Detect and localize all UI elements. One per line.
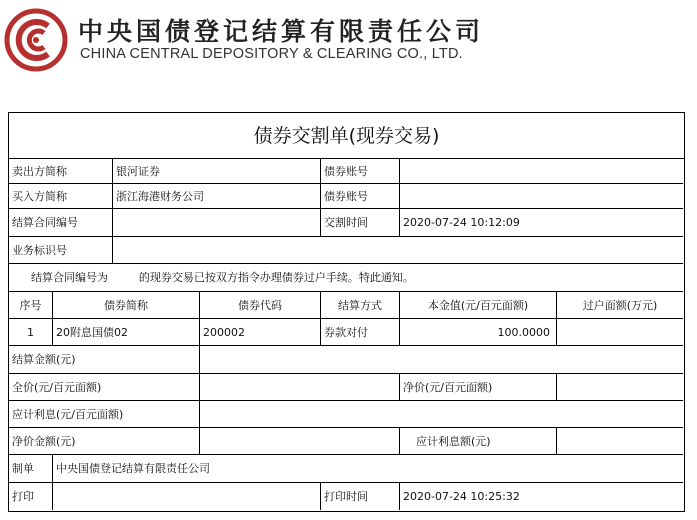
print-label: 打印 (9, 483, 53, 510)
row-transfer-amount (557, 319, 683, 346)
row-bond-name: 20附息国债02 (53, 319, 200, 346)
company-name-cn: 中央国债登记结算有限责任公司 (78, 17, 485, 46)
print-value (53, 483, 321, 510)
notice-line (9, 264, 683, 292)
full-price-label: 全价(元/百元面额) (9, 374, 200, 401)
notice-text-rest: 的现券交易已按双方指令办理债券过户手续。特此通知。 (138, 271, 414, 284)
delivery-time-label: 交割时间 (321, 209, 400, 237)
maker-label: 制单 (9, 455, 53, 483)
seller-account-label: 债券账号 (321, 159, 400, 184)
seller-account-value (400, 159, 683, 184)
col-header-method: 结算方式 (321, 292, 400, 319)
ccdc-logo-icon (4, 8, 68, 72)
print-time-value: 2020-07-24 10:25:32 (403, 490, 520, 503)
col-header-code: 债券代码 (200, 292, 321, 319)
net-price-label: 净价(元/百元面额) (400, 374, 557, 401)
row-no: 1 (9, 319, 53, 346)
row-method: 券款对付 (321, 319, 400, 346)
notice-text: 结算合同编号为 (31, 271, 108, 284)
contract-value (113, 209, 321, 237)
net-price-value (557, 374, 683, 401)
col-header-principal: 本金值(元/百元面额) (400, 292, 557, 319)
settle-amount-value (200, 346, 683, 374)
buyer-value: 浙江海港财务公司 (113, 184, 321, 209)
net-amount-value (200, 428, 400, 455)
company-name-en: CHINA CENTRAL DEPOSITORY & CLEARING CO., LTD. (80, 46, 463, 62)
contract-label: 结算合同编号 (9, 209, 113, 237)
col-header-no: 序号 (9, 292, 53, 319)
seller-label: 卖出方简称 (9, 159, 113, 184)
col-header-transfer: 过户面额(万元) (557, 292, 683, 319)
business-id-value (113, 237, 683, 264)
settle-amount-label: 结算金额(元) (9, 346, 200, 374)
net-amount-label: 净价金额(元) (9, 428, 200, 455)
row-principal: 100.0000 (400, 319, 557, 346)
redacted-contract-number (108, 273, 139, 282)
accrued-total-label: 应计利息额(元) (400, 428, 557, 455)
accrued-total-value (557, 428, 683, 455)
form-title: 债券交割单(现券交易) (9, 113, 684, 159)
accrued-label: 应计利息(元/百元面额) (9, 401, 200, 428)
header (0, 0, 697, 90)
buyer-account-value (400, 184, 683, 209)
col-header-name: 债券简称 (53, 292, 200, 319)
delivery-slip (8, 112, 685, 512)
accrued-value (200, 401, 683, 428)
buyer-account-label: 债券账号 (321, 184, 400, 209)
maker-value: 中央国债登记结算有限责任公司 (53, 455, 683, 483)
full-price-value (200, 374, 400, 401)
seller-value: 银河证券 (113, 159, 321, 184)
row-bond-code: 200002 (200, 319, 321, 346)
buyer-label: 买入方简称 (9, 184, 113, 209)
business-id-label: 业务标识号 (9, 237, 113, 264)
print-time-label: 打印时间 (321, 483, 400, 510)
delivery-time-value: 2020-07-24 10:12:09 (400, 209, 683, 237)
